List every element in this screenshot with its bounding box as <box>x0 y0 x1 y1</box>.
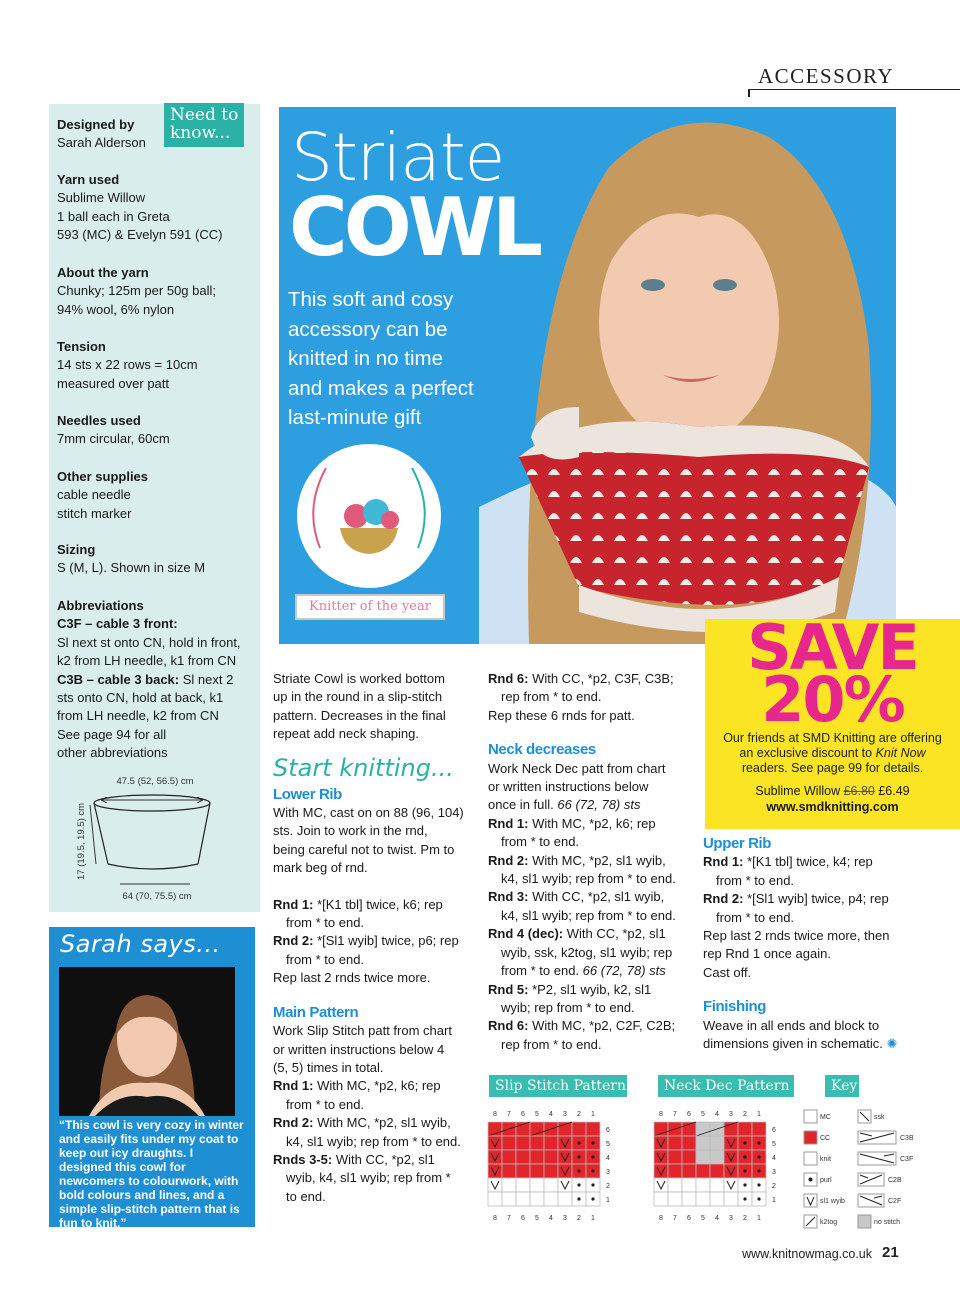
save-text-magazine: Knit Now <box>875 746 926 760</box>
column-2 <box>488 670 693 1054</box>
purl-dot-icon <box>743 1183 746 1186</box>
hero-subtitle-line: last-minute gift <box>288 406 422 429</box>
repeat-line: Rep these 6 rnds for patt. <box>488 707 635 723</box>
hero-subtitle-line: accessory can be <box>288 317 448 341</box>
chart-col-number: 6 <box>521 1111 525 1118</box>
key-label-purl: purl <box>820 1177 832 1184</box>
rnd-count: 66 (72, 78) sts <box>582 963 666 979</box>
rnd-text: *[Sl1 wyib] twice, p4; rep <box>743 891 889 907</box>
hero-title-cowl: COWL <box>289 181 539 274</box>
rnd-label: Rnd 6: <box>488 671 529 686</box>
chart-cell <box>682 1192 696 1206</box>
main-pattern-heading: Main Pattern <box>273 1003 359 1021</box>
neck-dec-chart-title: Neck Dec Pattern <box>658 1075 794 1097</box>
rnd-label: Rnd 2: <box>703 891 744 907</box>
rnd-text: rep from * to end. <box>501 689 602 705</box>
purl-dot-icon <box>757 1155 760 1158</box>
rnd-text: from * to end. <box>501 963 583 979</box>
rnd-text: from * to end. <box>716 909 795 925</box>
rnd-text: With MC, *p2, sl1 wyib, <box>528 852 666 868</box>
chart-cell <box>724 1192 738 1206</box>
about-line: 94% wool, 6% nylon <box>57 301 175 317</box>
tension-heading: Tension <box>57 339 106 354</box>
sizing-block <box>57 541 257 578</box>
chart-col-number: 5 <box>701 1111 705 1118</box>
sizing-heading: Sizing <box>57 542 96 557</box>
rnd-text: wyib, k4, sl1 wyib; rep from * <box>286 1170 451 1186</box>
rnd-text: With CC, *p2, sl1 <box>563 926 666 942</box>
rnd-text: wyib, ssk, k2tog, sl1 wyib; rep <box>501 944 673 960</box>
rnd-text: With MC, *p2, k6; rep <box>528 815 656 831</box>
chart-cell <box>516 1150 530 1164</box>
chart-cell <box>502 1150 516 1164</box>
save-word: SAVE <box>747 611 918 684</box>
save-text <box>705 731 960 776</box>
neck-decreases-heading: Neck decreases <box>488 741 596 759</box>
chart-cell <box>488 1192 502 1206</box>
chart-cell <box>696 1150 710 1164</box>
chart-row-number: 2 <box>772 1183 776 1190</box>
chart-cell <box>682 1164 696 1178</box>
chart-col-number: 8 <box>659 1215 663 1222</box>
neck-count: 66 (72, 78) sts <box>557 797 641 813</box>
chart-col-number: 7 <box>507 1215 511 1222</box>
chart-cell <box>696 1164 710 1178</box>
purl-dot-icon <box>591 1169 594 1172</box>
c3f-heading: C3F – cable 3 front: <box>57 616 178 632</box>
schematic-side-label: 17 (19.5, 19.5) cm <box>76 802 87 880</box>
hero-subtitle <box>288 285 498 433</box>
neck-line: Work Neck Dec patt from chart <box>488 760 666 776</box>
slip-stitch-chart-title: Slip Stitch Pattern <box>489 1075 627 1097</box>
chart-col-number: 2 <box>577 1215 581 1222</box>
knitter-of-year-badge <box>290 428 448 620</box>
purl-dot-icon <box>577 1197 580 1200</box>
purl-dot-icon <box>743 1155 746 1158</box>
c3b-line: sts onto CN, hold at back, k1 <box>57 690 224 706</box>
finishing-heading: Finishing <box>703 998 767 1016</box>
key-label-c3b: C3B <box>900 1135 914 1142</box>
rnd-label: Rnd 2: <box>488 852 529 868</box>
intro-line: Striate Cowl is worked bottom <box>273 671 445 686</box>
chart-col-number: 6 <box>521 1215 525 1222</box>
chart-cell <box>696 1192 710 1206</box>
chart-cell <box>586 1122 600 1136</box>
designer-photo <box>59 967 235 1116</box>
save-text-line: readers. See page 99 for details. <box>741 761 924 775</box>
price-label: Sublime Willow <box>755 784 844 798</box>
needles-block <box>57 412 257 449</box>
purl-dot-icon <box>809 1178 813 1182</box>
key-label-cc: CC <box>820 1135 831 1142</box>
sarah-quote: “This cowl is very cozy in winter and easily fits under my coat to keep out icy draughts. I designed this cowl for newcomers to colourwork, with bold colours and lines, and a simple slip-stitch pattern that is fun to knit.” <box>59 1118 244 1230</box>
chart-col-number: 1 <box>591 1215 595 1222</box>
purl-dot-icon <box>577 1141 580 1144</box>
chart-cell <box>572 1122 586 1136</box>
rnd-text: rep from * to end. <box>501 1036 602 1052</box>
chart-cell <box>516 1164 530 1178</box>
chart-row-number: 5 <box>606 1141 610 1148</box>
rnd-text: to end. <box>286 1188 326 1204</box>
chart-cell <box>530 1178 544 1192</box>
page-number: 21 <box>882 1244 899 1261</box>
chart-col-number: 3 <box>729 1111 733 1118</box>
cowl-schematic <box>50 770 260 910</box>
purl-dot-icon <box>577 1169 580 1172</box>
chart-cell <box>516 1178 530 1192</box>
tension-line: 14 sts x 22 rows = 10cm <box>57 357 198 373</box>
chart-cell <box>668 1136 682 1150</box>
chart-cell <box>752 1122 766 1136</box>
purl-dot-icon <box>591 1183 594 1186</box>
chart-cell <box>544 1178 558 1192</box>
save-price <box>705 784 960 799</box>
chart-cell <box>696 1178 710 1192</box>
chart-cell <box>696 1136 710 1150</box>
need-tab-line1: Need to <box>170 105 239 125</box>
chart-cell <box>530 1192 544 1206</box>
yarn-line: Sublime Willow <box>57 190 146 206</box>
designer-name: Sarah Alderson <box>57 135 146 151</box>
c3b-line: See page 94 for all <box>57 726 167 742</box>
key-label-ssk: ssk <box>874 1114 885 1121</box>
key-swatch-mc <box>804 1110 817 1123</box>
intro-line: pattern. Decreases in the final <box>273 707 446 723</box>
rnd-label: Rnd 2: <box>273 933 314 949</box>
key-label-c3f: C3F <box>900 1156 914 1163</box>
purl-dot-icon <box>743 1141 746 1144</box>
save-text-line: Our friends at SMD Knitting are offering <box>723 731 942 745</box>
rnd-text: from * to end. <box>286 915 365 931</box>
c3f-line: Sl next st onto CN, hold in front, <box>57 634 241 650</box>
rnd-text: With CC, *p2, C3F, C3B; <box>528 671 674 686</box>
rnd-text: *P2, sl1 wyib, k2, sl1 <box>528 981 652 997</box>
purl-dot-icon <box>757 1169 760 1172</box>
chart-cell <box>668 1192 682 1206</box>
chart-row-number: 4 <box>772 1155 776 1162</box>
chart-row-number: 1 <box>606 1197 610 1204</box>
chart-cell <box>516 1192 530 1206</box>
chart-cell <box>738 1122 752 1136</box>
chart-col-number: 4 <box>549 1111 553 1118</box>
section-tag <box>748 62 960 90</box>
chart-row-number: 6 <box>606 1127 610 1134</box>
chart-row-number: 6 <box>772 1127 776 1134</box>
chart-row-number: 4 <box>606 1155 610 1162</box>
chart-row-number: 3 <box>772 1169 776 1176</box>
rnd-text: k4, sl1 wyib; rep from * to end. <box>286 1133 461 1149</box>
rnd-text: k4, sl1 wyib; rep from * to end. <box>501 907 676 923</box>
chart-cell <box>710 1150 724 1164</box>
chart-col-number: 7 <box>507 1111 511 1118</box>
rnd-text: With MC, *p2, sl1 wyib, <box>313 1115 451 1131</box>
purl-dot-icon <box>591 1141 594 1144</box>
chart-cell <box>682 1178 696 1192</box>
chart-cell <box>682 1150 696 1164</box>
key-label-k2tog: k2tog <box>820 1219 838 1226</box>
hero-subtitle-line: and makes a perfect <box>288 376 474 400</box>
start-knitting-heading: Start knitting... <box>273 753 454 782</box>
hero-subtitle-line: knitted in no time <box>288 347 443 370</box>
finishing-line: dimensions given in schematic. <box>703 1036 883 1052</box>
intro-line: up in the round in a slip-stitch <box>273 689 443 705</box>
chart-key <box>800 1106 920 1236</box>
purl-dot-icon <box>577 1155 580 1158</box>
c3b-line: from LH needle, k2 from CN <box>57 708 219 724</box>
chart-cell <box>502 1164 516 1178</box>
rnd-label: Rnd 2: <box>273 1115 314 1131</box>
key-swatch-knit <box>804 1152 817 1165</box>
chart-col-number: 7 <box>673 1215 677 1222</box>
price-new: £6.49 <box>874 784 910 798</box>
sarah-says-title: Sarah says... <box>60 930 221 958</box>
key-label-mc: MC <box>820 1114 831 1121</box>
section-label: ACCESSORY <box>757 64 894 88</box>
rnd-label: Rnd 5: <box>488 981 529 997</box>
rnd-label: Rnd 1: <box>703 854 744 870</box>
chart-cell <box>710 1136 724 1150</box>
rnd-text: from * to end. <box>716 872 795 888</box>
finishing-line: Weave in all ends and block to <box>703 1017 880 1033</box>
schematic-top-ellipse <box>94 795 210 811</box>
chart-cell <box>502 1136 516 1150</box>
end-mark-icon: ✺ <box>886 1036 898 1052</box>
main-pattern-line: Work Slip Stitch patt from chart <box>273 1023 452 1039</box>
supplies-heading: Other supplies <box>57 469 149 484</box>
yarn-block <box>57 171 257 245</box>
rnd-label: Rnd 1: <box>488 815 529 831</box>
needles-heading: Needles used <box>57 413 141 428</box>
purl-dot-icon <box>591 1197 594 1200</box>
chart-col-number: 8 <box>659 1111 663 1118</box>
chart-cell <box>502 1192 516 1206</box>
c3b-heading: C3B – cable 3 back: <box>57 671 180 687</box>
about-line: Chunky; 125m per 50g ball; <box>57 283 216 299</box>
rnd-text: from * to end. <box>286 1096 365 1112</box>
chart-col-number: 4 <box>715 1215 719 1222</box>
upper-rib-heading: Upper Rib <box>703 835 772 852</box>
yarn-line: 593 (MC) & Evelyn 591 (CC) <box>57 227 223 243</box>
lower-rib-line: being careful not to twist. Pm to <box>273 841 455 857</box>
chart-col-number: 5 <box>535 1215 539 1222</box>
chart-col-number: 1 <box>591 1111 595 1118</box>
lower-rib-heading: Lower Rib <box>273 785 342 803</box>
schematic-bottom-label: 64 (70, 75.5) cm <box>122 891 192 902</box>
slip-stitch-chart <box>484 1106 629 1232</box>
rnd-text: With MC, *p2, C2F, C2B; <box>528 1018 676 1034</box>
chart-cell <box>530 1164 544 1178</box>
rnd-text: from * to end. <box>501 834 580 850</box>
chart-col-number: 5 <box>701 1215 705 1222</box>
chart-col-number: 7 <box>673 1111 677 1118</box>
chart-cell <box>668 1178 682 1192</box>
chart-col-number: 8 <box>493 1111 497 1118</box>
chart-cell <box>502 1178 516 1192</box>
purl-dot-icon <box>577 1183 580 1186</box>
save-url[interactable]: www.smdknitting.com <box>766 800 899 814</box>
neck-line: once in full. <box>488 797 558 813</box>
column-3 <box>703 835 913 1053</box>
designer-heading: Designed by <box>57 117 135 132</box>
rnd-label: Rnd 3: <box>488 889 529 905</box>
badge-label: Knitter of the year <box>295 594 445 620</box>
purl-dot-icon <box>743 1169 746 1172</box>
chart-col-number: 8 <box>493 1215 497 1222</box>
chart-cell <box>668 1164 682 1178</box>
rnd-label: Rnd 1: <box>273 896 314 912</box>
chart-row-number: 3 <box>606 1169 610 1176</box>
purl-dot-icon <box>757 1183 760 1186</box>
needles-line: 7mm circular, 60cm <box>57 431 170 447</box>
lower-rib-line: mark beg of rnd. <box>273 860 368 876</box>
purl-dot-icon <box>757 1197 760 1200</box>
chart-cell <box>710 1192 724 1206</box>
chart-cell <box>544 1192 558 1206</box>
rnd-label: Rnds 3-5: <box>273 1151 333 1167</box>
about-heading: About the yarn <box>57 265 149 280</box>
chart-cell <box>544 1136 558 1150</box>
key-label-knit: knit <box>820 1156 831 1163</box>
chart-cell <box>654 1192 668 1206</box>
c3b-line: Sl next 2 <box>179 671 234 687</box>
chart-col-number: 1 <box>757 1215 761 1222</box>
rnd-text: With CC, *p2, sl1 <box>332 1151 435 1167</box>
chart-col-number: 3 <box>563 1215 567 1222</box>
chart-cell <box>530 1136 544 1150</box>
main-pattern-line: (5, 5) times in total. <box>273 1059 384 1075</box>
chart-row-number: 5 <box>772 1141 776 1148</box>
lower-rib-line: With MC, cast on on 88 (96, 104) <box>273 805 464 821</box>
supplies-block <box>57 468 257 523</box>
chart-cell <box>516 1136 530 1150</box>
chart-cell <box>710 1178 724 1192</box>
abbr-heading: Abbreviations <box>57 598 144 613</box>
neck-line: or written instructions below <box>488 779 649 795</box>
chart-col-number: 4 <box>549 1215 553 1222</box>
supplies-line: cable needle <box>57 487 131 503</box>
rnd-text: With MC, *p2, k6; rep <box>313 1078 441 1094</box>
chart-cell <box>544 1164 558 1178</box>
intro-line: repeat add neck shaping. <box>273 726 419 742</box>
lower-rib-line: sts. Join to work in the rnd, <box>273 823 428 839</box>
purl-dot-icon <box>743 1197 746 1200</box>
supplies-line: stitch marker <box>57 505 132 521</box>
key-label-c2b: C2B <box>888 1177 902 1184</box>
chart-row-number: 1 <box>772 1197 776 1204</box>
chart-cell <box>682 1136 696 1150</box>
chart-col-number: 6 <box>687 1111 691 1118</box>
rnd-text: from * to end. <box>286 951 365 967</box>
neck-dec-chart <box>650 1106 795 1232</box>
yarn-heading: Yarn used <box>57 172 120 187</box>
price-old: £6.80 <box>843 784 875 798</box>
repeat-line: Cast off. <box>703 964 752 980</box>
chart-col-number: 2 <box>577 1111 581 1118</box>
chart-col-number: 4 <box>715 1111 719 1118</box>
chart-cell <box>530 1150 544 1164</box>
rnd-text: *[Sl1 wyib] twice, p6; rep <box>313 933 459 949</box>
save-text-line: an exclusive discount to <box>739 746 876 760</box>
main-pattern-line: or written instructions below 4 <box>273 1041 445 1057</box>
chart-cell <box>710 1164 724 1178</box>
chart-col-number: 5 <box>535 1111 539 1118</box>
chart-row-number: 2 <box>606 1183 610 1190</box>
rnd-text: With CC, *p2, sl1 wyib, <box>528 889 665 905</box>
column-1 <box>273 670 473 1206</box>
chart-col-number: 2 <box>743 1215 747 1222</box>
abbreviations-block <box>57 597 257 763</box>
repeat-line: rep Rnd 1 once again. <box>703 946 831 962</box>
key-label-no-stitch: no stitch <box>874 1219 901 1226</box>
rnd-text: *[K1 tbl] twice, k6; rep <box>313 896 443 912</box>
chart-cell <box>544 1150 558 1164</box>
rnd-label: Rnd 6: <box>488 1018 529 1034</box>
rnd-text: k4, sl1 wyib; rep from * to end. <box>501 871 676 887</box>
chart-col-number: 1 <box>757 1111 761 1118</box>
chart-col-number: 3 <box>729 1215 733 1222</box>
repeat-line: Rep last 2 rnds twice more. <box>273 970 431 986</box>
yarn-line: 1 ball each in Greta <box>57 208 170 224</box>
hero-title-striate: Striate <box>291 119 505 196</box>
rnd-text: wyib; rep from * to end. <box>501 999 635 1015</box>
need-tab-line2: know... <box>170 123 231 143</box>
purl-dot-icon <box>757 1141 760 1144</box>
key-label-c2f: C2F <box>888 1198 902 1205</box>
hero-subtitle-line: This soft and cosy <box>288 288 454 311</box>
c3b-line: other abbreviations <box>57 745 168 761</box>
repeat-line: Rep last 2 rnds twice more, then <box>703 928 890 944</box>
sizing-line: S (M, L). Shown in size M <box>57 560 206 576</box>
key-swatch-cc <box>804 1131 817 1144</box>
tension-block <box>57 338 257 393</box>
chart-col-number: 6 <box>687 1215 691 1222</box>
rnd-label: Rnd 1: <box>273 1078 314 1094</box>
chart-cell <box>668 1150 682 1164</box>
footer-url[interactable]: www.knitnowmag.co.uk <box>742 1247 872 1261</box>
about-yarn-block <box>57 264 257 319</box>
save-percent: 20% <box>761 663 904 736</box>
designer-block <box>57 116 257 153</box>
rnd-label: Rnd 4 (dec): <box>488 926 564 942</box>
key-title: Key <box>825 1075 859 1097</box>
schematic-top-label: 47.5 (52, 56.5) cm <box>116 776 194 787</box>
rnd-text: *[K1 tbl] twice, k4; rep <box>743 854 873 870</box>
chart-col-number: 3 <box>563 1111 567 1118</box>
save-headline <box>705 611 960 736</box>
chart-cell <box>558 1192 572 1206</box>
chart-col-number: 2 <box>743 1111 747 1118</box>
key-label-sl1: sl1 wyib <box>820 1198 845 1205</box>
purl-dot-icon <box>591 1155 594 1158</box>
tension-line: measured over patt <box>57 375 170 391</box>
key-swatch-no-stitch <box>858 1215 871 1228</box>
c3f-line: k2 from LH needle, k1 from CN <box>57 653 237 669</box>
